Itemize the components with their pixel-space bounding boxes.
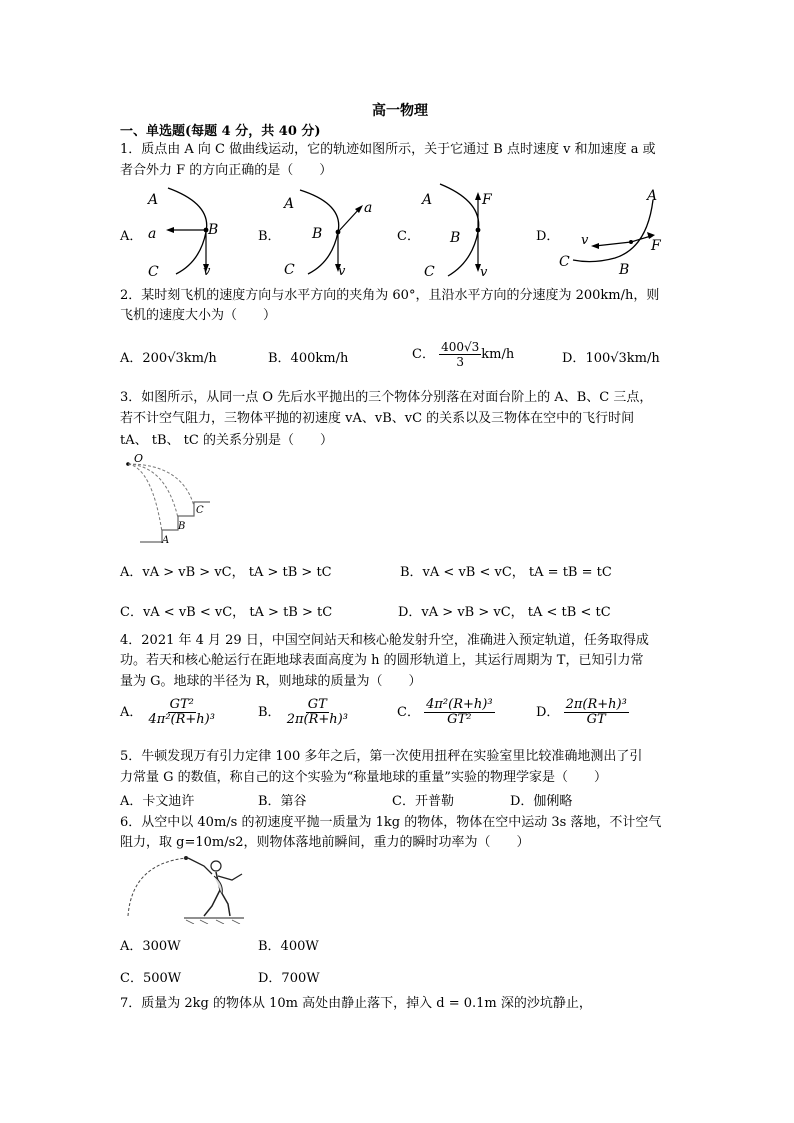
q4-text-line1: 4．2021 年 4 月 29 日，中国空间站天和核心舱发射升空，准确进入预定轨道，任务取得成 — [120, 633, 649, 648]
q4-option-c — [397, 698, 495, 727]
label-point-c: C — [148, 264, 159, 280]
q3-option-b: B．vA < vB < vC， tA = tB = tC — [400, 565, 612, 580]
label-velocity-v: v — [480, 265, 488, 280]
q2-option-a — [120, 347, 217, 366]
q2-text-line1: 2．某时刻飞机的速度方向与水平方向的夹角为 60°，且沿水平方向的分速度为 200km/h，则 — [120, 288, 660, 303]
label-point-c: C — [424, 264, 435, 280]
q4-option-c-label: C． — [397, 705, 420, 720]
q1-figure-b — [278, 182, 378, 282]
q4-text-line3: 量为 G。地球的半径为 R，则地球的质量为（ ） — [120, 674, 422, 689]
q6-text-line2: 阻力，取 g=10m/s2，则物体落地前瞬间，重力的瞬时功率为（ ） — [120, 835, 530, 850]
q3-option-c: C．vA < vB < vC， tA > tB > tC — [120, 605, 333, 620]
q5-option-c: C．开普勒 — [392, 794, 454, 809]
q4-text-line2: 功。若天和核心舱运行在距地球表面高度为 h 的圆形轨道上，其运行周期为 T，已知引力常 — [120, 653, 644, 668]
q2-text-line2: 飞机的速度大小为（ ） — [120, 308, 277, 323]
q4-option-d — [536, 698, 629, 727]
label-point-o: O — [134, 452, 144, 465]
q5-option-b: B．第谷 — [258, 794, 307, 809]
label-point-b: B — [619, 262, 630, 278]
q6-option-c: C．500W — [120, 971, 182, 986]
q2-option-b: B．400km/h — [268, 351, 349, 366]
q2-option-c-numerator: 400√3 — [441, 340, 480, 354]
q2-option-d — [562, 347, 660, 366]
q3-option-a: A．vA > vB > vC， tA > tB > tC — [120, 565, 332, 580]
q4-option-b-numerator: GT — [307, 697, 327, 712]
q5-text-line1: 5．牛顿发现万有引力定律 100 多年之后，第一次使用扭秤在实验室里比较准确地测出了引 — [120, 749, 643, 764]
label-accel-a: a — [148, 226, 157, 242]
q1-figure-a — [140, 182, 230, 282]
q4-option-c-fraction — [424, 698, 494, 727]
q4-option-d-fraction — [564, 698, 629, 727]
q4-option-d-label: D． — [536, 705, 560, 720]
q4-option-a-label: A． — [120, 705, 143, 720]
q6-option-d: D．700W — [258, 971, 320, 986]
q4-option-d-numerator: 2π(R+h)³ — [565, 697, 627, 712]
q7-text-line1: 7．质量为 2kg 的物体从 10m 高处由静止落下，掉入 d = 0.1m 深的沙坑静止， — [120, 996, 592, 1011]
q4-option-d-denominator: GT — [586, 712, 606, 727]
label-point-a: A — [284, 196, 295, 212]
label-point-c: C — [559, 254, 570, 270]
q3-text-line3: tA、 tB、 tC 的关系分别是（ ） — [120, 433, 333, 448]
q1-option-a-label: A． — [120, 229, 143, 244]
q4-option-a-fraction — [147, 698, 217, 727]
label-point-a: A — [647, 188, 658, 204]
q2-option-a-value: 200√3km/h — [142, 351, 217, 366]
label-velocity-v: v — [581, 233, 589, 248]
q2-option-d-label: D． — [562, 351, 586, 366]
q5-option-a: A．卡文迪许 — [120, 794, 195, 809]
q1-figure-d — [555, 186, 675, 278]
q3-figure-steps — [122, 452, 214, 544]
q4-option-a-numerator: GT² — [169, 697, 194, 712]
label-force-f: F — [482, 192, 492, 208]
label-point-b: B — [178, 521, 186, 532]
q6-option-b: B．400W — [258, 939, 319, 954]
q5-text-line2: 力常量 G 的数值，称自己的这个实验为“称量地球的重量”实验的物理学家是（ ） — [120, 770, 607, 785]
q3-text-line1: 3．如图所示，从同一点 O 先后水平抛出的三个物体分别落在对面台阶上的 A、B、C 三点， — [120, 390, 653, 405]
q2-option-a-label: A． — [120, 351, 143, 366]
q1-option-b-label: B． — [258, 229, 281, 244]
q1-text-line1: 1．质点由 A 向 C 做曲线运动，它的轨迹如图所示，关于它通过 B 点时速度 v 和加速度 a 或 — [120, 142, 656, 157]
q4-option-c-denominator: GT² — [447, 712, 472, 727]
label-point-a: A — [162, 535, 170, 544]
q1-text-line2: 者合外力 F 的方向正确的是（ ） — [120, 163, 333, 178]
label-force-f: F — [651, 238, 661, 254]
q2-option-c-fraction — [439, 340, 481, 369]
q2-option-c-label: C． — [412, 347, 435, 362]
label-point-b: B — [450, 230, 461, 246]
q4-option-a — [120, 698, 217, 727]
label-velocity-v: v — [338, 264, 346, 279]
label-point-a: A — [148, 192, 159, 208]
q2-option-c — [412, 340, 514, 369]
q6-text-line1: 6．从空中以 40m/s 的初速度平抛一质量为 1kg 的物体，物体在空中运动 3s 落地，不计空气 — [120, 815, 662, 830]
q2-option-c-unit: km/h — [481, 347, 515, 362]
q1-option-d-label: D． — [536, 229, 560, 244]
q4-option-b-fraction — [285, 698, 350, 727]
q6-option-a: A．300W — [120, 939, 181, 954]
label-point-c: C — [196, 505, 204, 516]
label-point-b: B — [208, 222, 219, 238]
q2-option-c-denominator: 3 — [456, 355, 464, 369]
q4-option-a-denominator: 4π²(R+h)³ — [148, 712, 215, 727]
q2-option-d-value: 100√3km/h — [585, 351, 660, 366]
label-point-c: C — [284, 262, 295, 278]
q4-option-b-denominator: 2π(R+h)³ — [286, 712, 348, 727]
q5-option-d: D．伽俐略 — [510, 794, 573, 809]
label-point-b: B — [312, 226, 323, 242]
label-accel-a: a — [364, 200, 373, 216]
label-point-a: A — [422, 192, 433, 208]
label-velocity-v: v — [203, 264, 211, 279]
page-title: 高一物理 — [372, 103, 428, 119]
q6-figure-thrower — [124, 854, 248, 924]
q4-option-b-label: B． — [258, 705, 281, 720]
q4-option-b — [258, 698, 350, 727]
q4-option-c-numerator: 4π²(R+h)³ — [426, 697, 493, 712]
q3-option-d: D．vA > vB > vC， tA < tB < tC — [398, 605, 611, 620]
q1-figure-c — [418, 180, 508, 282]
q1-option-c-label: C． — [397, 229, 420, 244]
q3-text-line2: 若不计空气阻力，三物体平抛的初速度 vA、vB、vC 的关系以及三物体在空中的飞行时间 — [120, 411, 635, 426]
section-heading: 一、单选题(每题 4 分，共 40 分) — [120, 124, 321, 139]
